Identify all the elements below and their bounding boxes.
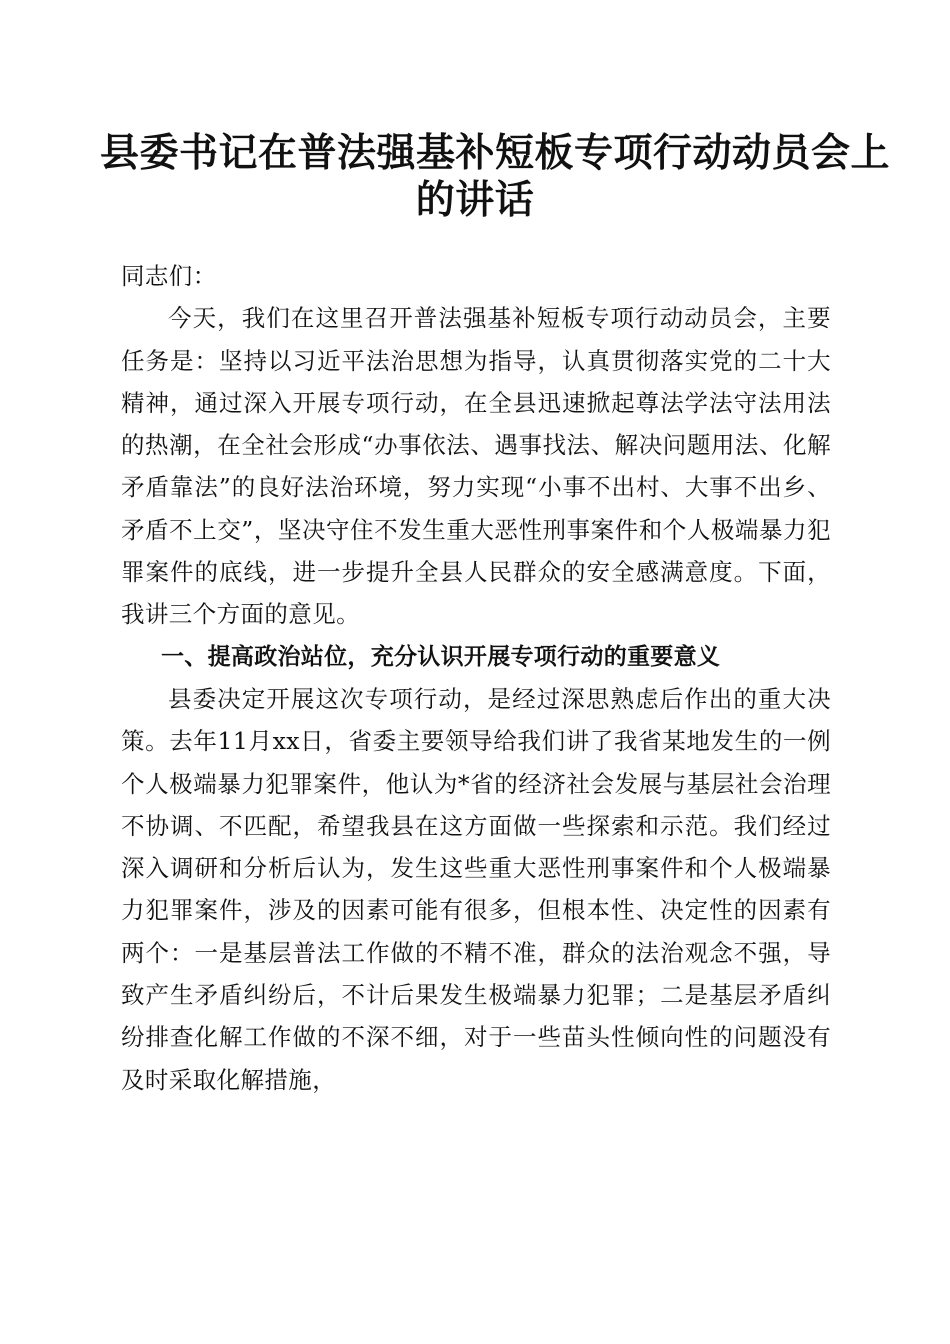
salutation: 同志们：: [121, 262, 217, 290]
opening-paragraph: 今天，我们在这里召开普法强基补短板专项行动动员会，主要任务是：坚持以习近平法治思想为指导，认真贯彻落实党的二十大精神，通过深入开展专项行动，在全县迅速掀起尊法学法守法用法的热潮，在全社会形成“办事依法、遇事找法、解决问题用法、化解矛盾靠法”的良好法治环境，努力实现“小事不出村、大事不出乡、矛盾不上交”，坚决守住不发生重大恶性刑事案件和个人极端暴力犯罪案件的底线，进一步提升全县人民群众的安全感满意度。下面，我讲三个方面的意见。: [121, 304, 831, 629]
title-line-1: 县委书记在普法强基补短板专项行动动员会上: [100, 130, 891, 176]
section-heading-1: 一、提高政治站位，充分认识开展专项行动的重要意义: [161, 643, 721, 670]
document-title: [100, 130, 891, 224]
document-body: [121, 255, 831, 1101]
section-1-paragraph: 县委决定开展这次专项行动，是经过深思熟虑后作出的重大决策。去年11月xx日，省委主要领导给我们讲了我省某地发生的一例个人极端暴力犯罪案件，他认为*省的经济社会发展与基层社会治理不协调、不匹配，希望我县在这方面做一些探索和示范。我们经过深入调研和分析后认为，发生这些重大恶性刑事案件和个人极端暴力犯罪案件，涉及的因素可能有很多，但根本性、决定性的因素有两个：一是基层普法工作做的不精不准，群众的法治观念不强，导致产生矛盾纠纷后，不计后果发生极端暴力犯罪；二是基层矛盾纠纷排查化解工作做的不深不细，对于一些苗头性倾向性的问题没有及时采取化解措施，: [121, 684, 831, 1094]
title-line-2: 的讲话: [415, 177, 535, 223]
